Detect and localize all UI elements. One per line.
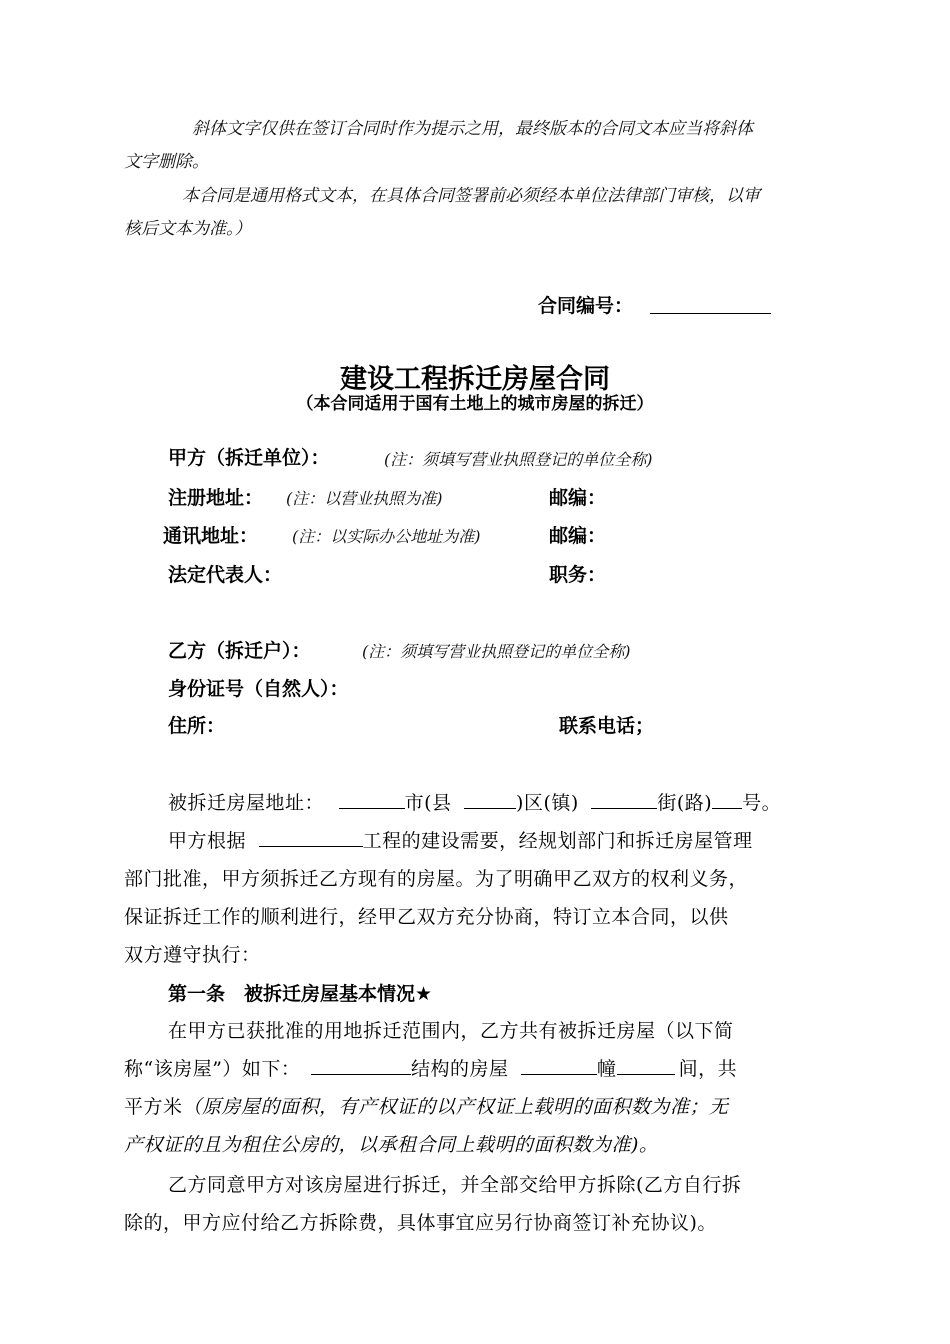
top-note-line-3: 本合同是通用格式文本，在具体合同签署前必须经本单位法律部门审核，以审 xyxy=(182,186,760,206)
structure-blank[interactable] xyxy=(311,1056,411,1075)
para3-line-1: 乙方同意甲方对该房屋进行拆迁，并全部交给甲方拆除(乙方自行拆 xyxy=(168,1174,742,1196)
top-note-line-1: 斜体文字仅供在签订合同时作为提示之用，最终版本的合同文本应当将斜体 xyxy=(192,119,753,139)
para2-line-3 xyxy=(124,1092,729,1119)
demolished-house-address-line xyxy=(168,788,781,815)
postcode-label-1: 邮编： xyxy=(549,487,607,509)
address-district: )区(镇) xyxy=(516,792,579,814)
district-blank[interactable] xyxy=(464,790,516,809)
para2-line3-b: （原房屋的面积，有产权证的以产权证上载明的面积数为准；无 xyxy=(182,1096,729,1118)
top-note-line-2: 文字删除。 xyxy=(124,152,209,172)
phone-label: 联系电话； xyxy=(559,715,655,737)
party-b-hint: (注：须填写营业执照登记的单位全称) xyxy=(362,642,631,661)
party-a-label: 甲方（拆迁单位）： xyxy=(168,447,330,469)
legal-representative-label: 法定代表人： xyxy=(168,564,283,586)
residence-label: 住所： xyxy=(168,715,226,737)
para2-line3-a: 平方米 xyxy=(124,1096,183,1118)
para2-line2-c: 幢 xyxy=(597,1058,617,1080)
para3-line-2: 除的，甲方应付给乙方拆除费，具体事宜应另行协商签订补充协议)。 xyxy=(124,1212,717,1234)
mailing-address-hint: (注：以实际办公地址为准) xyxy=(292,527,481,546)
party-b-label: 乙方（拆迁户）： xyxy=(168,640,311,662)
city-blank[interactable] xyxy=(339,790,405,809)
id-number-label: 身份证号（自然人）： xyxy=(168,678,349,700)
address-city: 市(县 xyxy=(404,792,452,814)
para1-start: 甲方根据 xyxy=(168,830,247,852)
para1-line-3: 保证拆迁工作的顺利进行，经甲乙双方充分协商，特订立本合同，以供 xyxy=(124,906,729,928)
para2-line2-b: 结构的房屋 xyxy=(410,1058,509,1080)
address-prefix: 被拆迁房屋地址： xyxy=(168,792,325,814)
registered-address-hint: (注：以营业执照为准) xyxy=(286,489,443,508)
para2-line2-a: 称“该房屋”）如下： xyxy=(124,1058,301,1080)
para2-line2-d: 间，共 xyxy=(678,1058,738,1080)
address-number: 号。 xyxy=(742,792,782,814)
mailing-address-label: 通讯地址： xyxy=(163,525,259,547)
registered-address-label: 注册地址： xyxy=(168,487,264,509)
para2-line-2 xyxy=(124,1054,737,1081)
top-note-line-4: 核后文本为准。） xyxy=(124,219,252,239)
room-count-blank[interactable] xyxy=(617,1056,675,1075)
building-count-blank[interactable] xyxy=(521,1056,597,1075)
article-1-heading: 第一条 被拆迁房屋基本情况★ xyxy=(168,983,433,1005)
contract-number-label: 合同编号： xyxy=(538,295,634,317)
party-a-hint: (注：须填写营业执照登记的单位全称) xyxy=(384,450,653,469)
para1-rest: 工程的建设需要，经规划部门和拆迁房屋管理 xyxy=(362,830,753,852)
document-subtitle: （本合同适用于国有土地上的城市房屋的拆迁） xyxy=(296,394,654,414)
number-blank[interactable] xyxy=(712,790,742,809)
para1-line-2: 部门批准，甲方须拆迁乙方现有的房屋。为了明确甲乙双方的权利义务， xyxy=(124,868,749,890)
project-name-blank[interactable] xyxy=(259,828,363,847)
document-title: 建设工程拆迁房屋合同 xyxy=(340,364,610,395)
street-blank[interactable] xyxy=(591,790,657,809)
para2-line-1: 在甲方已获批准的用地拆迁范围内，乙方共有被拆迁房屋（以下简 xyxy=(168,1020,734,1042)
para1-line-1 xyxy=(168,826,753,853)
para2-line-4: 产权证的且为租住公房的，以承租合同上载明的面积数为准)。 xyxy=(124,1134,659,1156)
position-label: 职务： xyxy=(549,564,607,586)
postcode-label-2: 邮编： xyxy=(549,525,607,547)
contract-number-field[interactable] xyxy=(650,313,771,314)
address-street: 街(路) xyxy=(657,792,713,814)
para1-line-4: 双方遵守执行： xyxy=(124,944,261,966)
